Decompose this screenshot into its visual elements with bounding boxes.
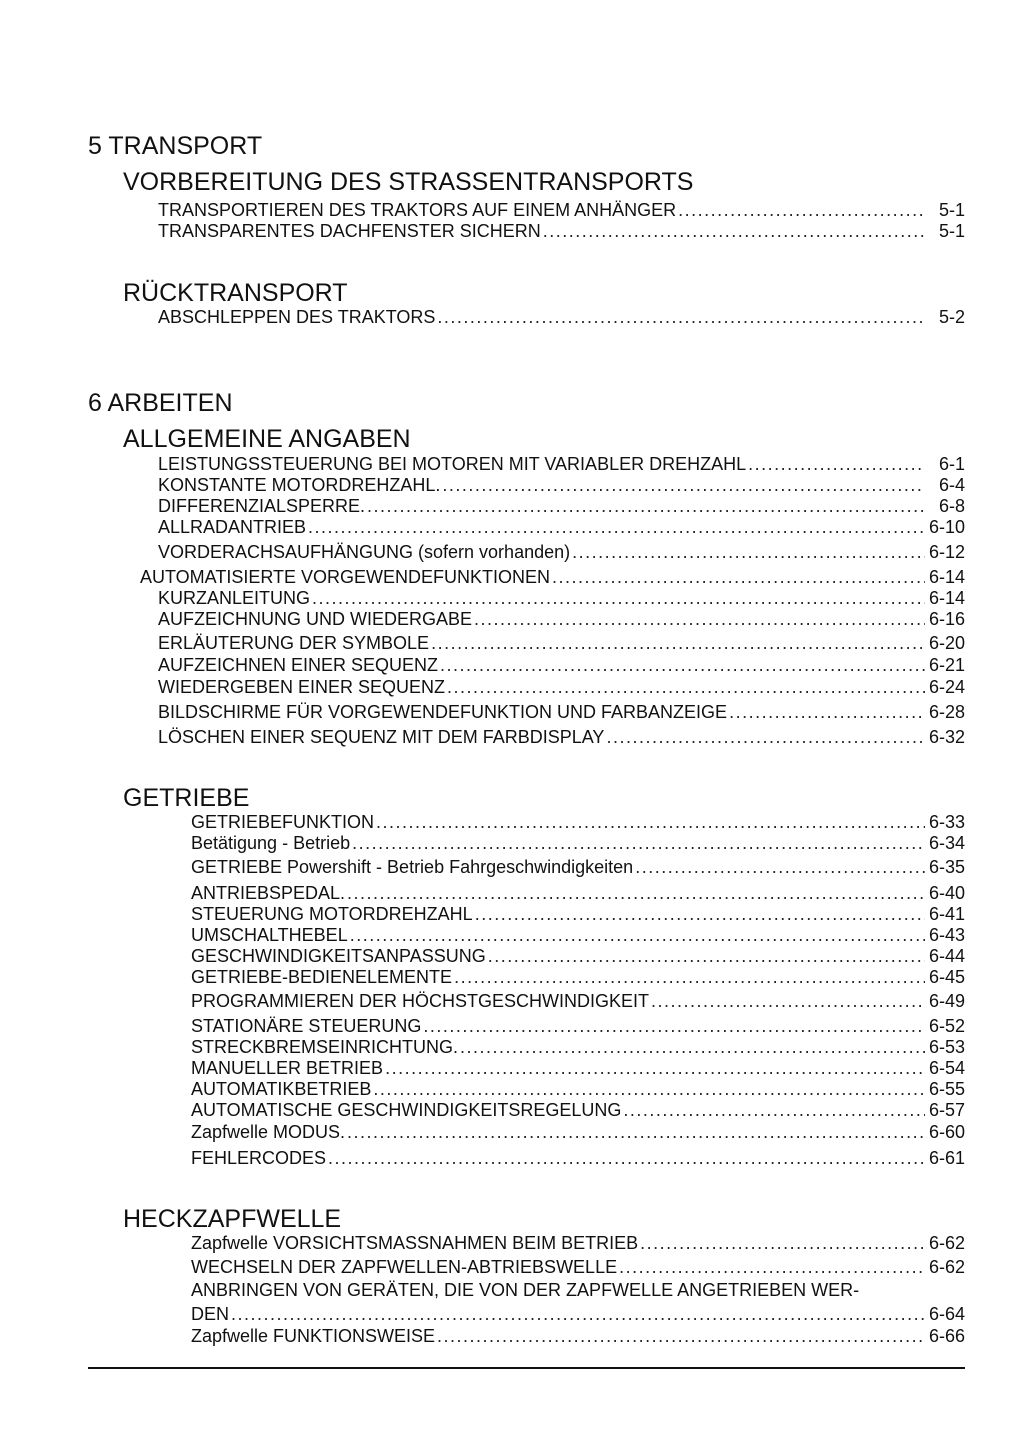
leader-dots — [423, 1016, 925, 1037]
leader-dots — [572, 542, 925, 563]
leader-dots — [488, 946, 925, 967]
chapter-title: 6 ARBEITEN — [88, 389, 233, 417]
entry-label: Zapfwelle MODUS. — [191, 1122, 346, 1142]
toc-entry[interactable] — [158, 307, 965, 328]
leader-dots — [440, 655, 925, 676]
page-number: 6-14 — [928, 567, 965, 587]
leader-dots — [635, 857, 925, 878]
leader-dots — [651, 991, 925, 1012]
entry-label: Betätigung - Betrieb — [191, 833, 351, 853]
toc-entry[interactable] — [191, 812, 965, 833]
leader-dots — [385, 1058, 925, 1079]
leader-dots — [367, 496, 925, 517]
page-number: 6-60 — [928, 1122, 965, 1142]
leader-dots — [606, 727, 925, 748]
leader-dots — [454, 967, 925, 988]
entry-label: ERLÄUTERUNG DER SYMBOLE — [158, 633, 430, 653]
entry-label: DEN — [191, 1304, 230, 1324]
entry-label: AUTOMATISIERTE VORGEWENDEFUNKTIONEN — [140, 567, 551, 587]
entry-label: VORDERACHSAUFHÄNGUNG (sofern vorhanden) — [158, 542, 571, 562]
toc-entry[interactable] — [191, 857, 965, 878]
entry-label: AUFZEICHNEN EINER SEQUENZ — [158, 655, 439, 675]
toc-entry[interactable] — [158, 633, 965, 654]
toc-entry[interactable] — [158, 454, 965, 475]
leader-dots — [474, 609, 925, 630]
footer-rule — [88, 1367, 965, 1369]
page-number: 6-64 — [928, 1304, 965, 1324]
entry-label: AUTOMATIKBETRIEB — [191, 1079, 372, 1099]
entry-label: BILDSCHIRME FÜR VORGEWENDEFUNKTION UND FARBANZEIGE — [158, 702, 728, 722]
entry-label: PROGRAMMIEREN DER HÖCHSTGESCHWINDIGKEIT — [191, 991, 650, 1011]
entry-label: STRECKBREMSEINRICHTUNG. — [191, 1037, 459, 1057]
leader-dots — [678, 200, 925, 221]
page-number: 6-21 — [928, 655, 965, 675]
toc-entry[interactable] — [191, 1326, 965, 1347]
toc-entry[interactable] — [158, 542, 965, 563]
toc-entry[interactable] — [191, 1148, 965, 1169]
section-title: GETRIEBE — [123, 784, 250, 812]
section-title: RÜCKTRANSPORT — [123, 279, 348, 307]
entry-label: Zapfwelle VORSICHTSMASSNAHMEN BEIM BETRIEB — [191, 1233, 639, 1253]
entry-label: WIEDERGEBEN EINER SEQUENZ — [158, 677, 446, 697]
leader-dots — [350, 925, 925, 946]
toc-entry[interactable] — [191, 991, 965, 1012]
leader-dots — [748, 454, 925, 475]
page-number: 6-53 — [928, 1037, 965, 1057]
leader-dots — [475, 904, 925, 925]
entry-label-wrapped: ANBRINGEN VON GERÄTEN, DIE VON DER ZAPFWELLE ANGETRIEBEN WER- — [191, 1280, 860, 1300]
toc-entry[interactable] — [191, 967, 965, 988]
page-number: 6-4 — [938, 475, 965, 495]
page-number: 6-10 — [928, 517, 965, 537]
toc-entry[interactable] — [191, 946, 965, 967]
toc-entry[interactable] — [191, 1079, 965, 1100]
toc-entry[interactable] — [191, 1257, 965, 1278]
page-number: 6-40 — [928, 883, 965, 903]
entry-label: AUFZEICHNUNG UND WIEDERGABE — [158, 609, 473, 629]
toc-entry[interactable] — [140, 567, 965, 588]
leader-dots — [437, 1326, 925, 1347]
entry-label: ANTRIEBSPEDAL. — [191, 883, 346, 903]
section-title: VORBEREITUNG DES STRASSENTRANSPORTS — [123, 168, 694, 196]
page-number: 6-1 — [938, 454, 965, 474]
page-number: 6-20 — [928, 633, 965, 653]
page-number: 6-43 — [928, 925, 965, 945]
entry-label: DIFFERENZIALSPERRE. — [158, 496, 366, 516]
page-number: 5-1 — [938, 200, 965, 220]
chapter-title: 5 TRANSPORT — [88, 132, 263, 160]
entry-label: GETRIEBE-BEDIENELEMENTE — [191, 967, 453, 987]
section-title: HECKZAPFWELLE — [123, 1205, 342, 1233]
entry-label: GETRIEBE Powershift - Betrieb Fahrgeschwindigkeiten — [191, 857, 634, 877]
page-number: 6-52 — [928, 1016, 965, 1036]
leader-dots — [347, 1122, 925, 1143]
page-number: 6-45 — [928, 967, 965, 987]
page-number: 6-61 — [928, 1148, 965, 1168]
toc-entry[interactable] — [191, 925, 965, 946]
toc-entry[interactable] — [191, 1100, 965, 1121]
toc-entry[interactable] — [191, 1304, 965, 1325]
toc-entry[interactable] — [158, 609, 965, 630]
entry-label: UMSCHALTHEBEL — [191, 925, 348, 945]
leader-dots — [640, 1233, 925, 1254]
page-number: 6-66 — [928, 1326, 965, 1346]
toc-entry[interactable] — [158, 677, 965, 698]
toc-entry[interactable] — [158, 221, 965, 242]
page-number: 6-62 — [928, 1257, 965, 1277]
entry-label: TRANSPARENTES DACHFENSTER SICHERN — [158, 221, 541, 241]
toc-entry[interactable] — [191, 883, 965, 904]
page-number: 6-32 — [928, 727, 965, 747]
section-title: ALLGEMEINE ANGABEN — [123, 425, 411, 453]
page-number: 6-54 — [928, 1058, 965, 1078]
toc-entry[interactable] — [158, 200, 965, 221]
entry-label: LEISTUNGSSTEUERUNG BEI MOTOREN MIT VARIABLER DREHZAHL — [158, 454, 747, 474]
entry-label: STEUERUNG MOTORDREHZAHL — [191, 904, 473, 924]
page-number: 6-62 — [928, 1233, 965, 1253]
toc-entry[interactable] — [191, 904, 965, 925]
page-number: 6-55 — [928, 1079, 965, 1099]
leader-dots — [347, 883, 925, 904]
toc-entry[interactable] — [158, 517, 965, 538]
entry-label: KONSTANTE MOTORDREHZAHL. — [158, 475, 441, 495]
leader-dots — [312, 588, 925, 609]
leader-dots — [623, 1100, 925, 1121]
toc-entry[interactable] — [191, 1037, 965, 1058]
entry-label: GETRIEBEFUNKTION — [191, 812, 375, 832]
page-number: 6-41 — [928, 904, 965, 924]
page-number: 6-33 — [928, 812, 965, 832]
toc-entry[interactable] — [158, 475, 965, 496]
leader-dots — [729, 702, 925, 723]
entry-label: STATIONÄRE STEUERUNG — [191, 1016, 422, 1036]
leader-dots — [308, 517, 925, 538]
leader-dots — [447, 677, 925, 698]
page-number: 6-24 — [928, 677, 965, 697]
entry-label: FEHLERCODES — [191, 1148, 327, 1168]
leader-dots — [552, 567, 925, 588]
toc-entry[interactable] — [158, 588, 965, 609]
leader-dots — [460, 1037, 925, 1058]
page-number: 6-16 — [928, 609, 965, 629]
page-number: 5-1 — [938, 221, 965, 241]
entry-label: Zapfwelle FUNKTIONSWEISE — [191, 1326, 436, 1346]
entry-label: GESCHWINDIGKEITSANPASSUNG — [191, 946, 486, 966]
entry-label: WECHSELN DER ZAPFWELLEN-ABTRIEBSWELLE — [191, 1257, 618, 1277]
leader-dots — [543, 221, 925, 242]
page-number: 6-8 — [938, 496, 965, 516]
toc-entry[interactable] — [191, 1016, 965, 1037]
page-number: 6-28 — [928, 702, 965, 722]
toc-entry[interactable] — [191, 1233, 965, 1254]
page-number: 6-12 — [928, 542, 965, 562]
toc-entry[interactable] — [191, 1122, 965, 1143]
page-number: 6-49 — [928, 991, 965, 1011]
page-number: 6-35 — [928, 857, 965, 877]
entry-label: KURZANLEITUNG — [158, 588, 311, 608]
toc-entry[interactable] — [191, 833, 965, 854]
toc-entry[interactable] — [158, 496, 965, 517]
page-number: 6-34 — [928, 833, 965, 853]
entry-label: LÖSCHEN EINER SEQUENZ MIT DEM FARBDISPLAY — [158, 727, 605, 747]
entry-label: TRANSPORTIEREN DES TRAKTORS AUF EINEM ANHÄNGER — [158, 200, 677, 220]
leader-dots — [431, 633, 925, 654]
toc-entry[interactable] — [158, 727, 965, 748]
page-number: 6-14 — [928, 588, 965, 608]
leader-dots — [442, 475, 925, 496]
leader-dots — [437, 307, 925, 328]
page-number: 6-44 — [928, 946, 965, 966]
page-number: 6-57 — [928, 1100, 965, 1120]
entry-label: ALLRADANTRIEB — [158, 517, 307, 537]
entry-label: AUTOMATISCHE GESCHWINDIGKEITSREGELUNG — [191, 1100, 622, 1120]
toc-entry[interactable] — [158, 655, 965, 676]
leader-dots — [376, 812, 925, 833]
toc-entry[interactable] — [191, 1058, 965, 1079]
leader-dots — [373, 1079, 925, 1100]
page-number: 5-2 — [938, 307, 965, 327]
leader-dots — [619, 1257, 925, 1278]
leader-dots — [231, 1304, 925, 1325]
entry-label: MANUELLER BETRIEB — [191, 1058, 384, 1078]
leader-dots — [352, 833, 925, 854]
entry-label: ABSCHLEPPEN DES TRAKTORS — [158, 307, 436, 327]
toc-entry[interactable] — [158, 702, 965, 723]
leader-dots — [328, 1148, 925, 1169]
